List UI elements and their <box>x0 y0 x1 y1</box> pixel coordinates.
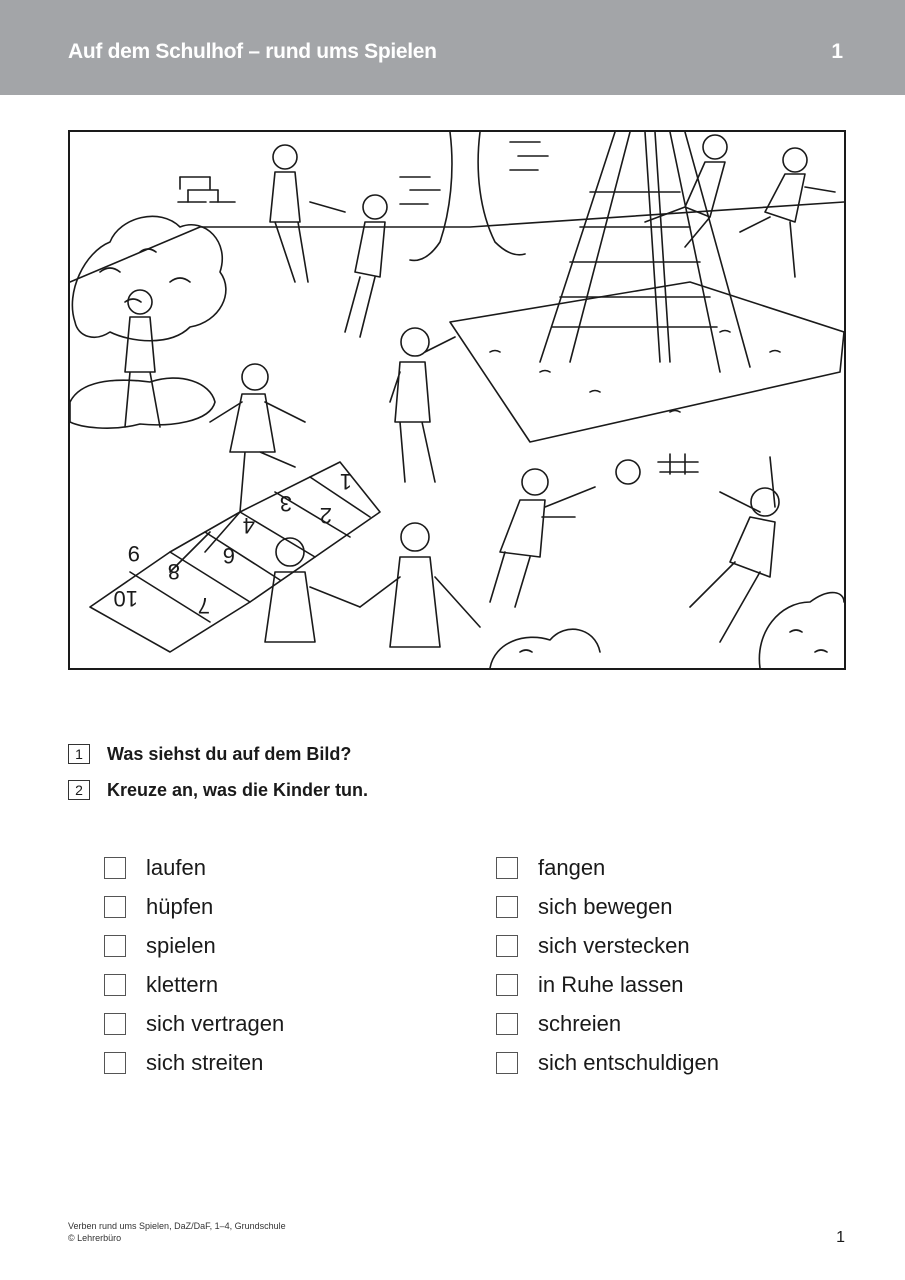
hopscotch-number: 7 <box>197 593 210 618</box>
bush-left <box>72 216 226 340</box>
option-label: klettern <box>146 972 219 997</box>
option-sich-entschuldigen[interactable] <box>496 1050 719 1076</box>
footer-copyright: © Lehrerbüro <box>68 1233 122 1243</box>
checkbox[interactable] <box>496 974 518 996</box>
option-sich-vertragen[interactable] <box>104 1011 284 1037</box>
task-2 <box>68 778 368 802</box>
brick-wall-left <box>178 177 235 202</box>
hopscotch-number: 1 <box>339 469 352 494</box>
option-label: laufen <box>146 855 206 880</box>
rock <box>70 378 215 428</box>
task-text: Was siehst du auf dem Bild? <box>107 743 352 764</box>
checkbox[interactable] <box>104 896 126 918</box>
child-climbing <box>645 135 727 247</box>
option-label: schreien <box>538 1011 622 1036</box>
page-header <box>0 0 905 95</box>
bush-bottom-right <box>490 593 844 668</box>
option-sich-streiten[interactable] <box>104 1050 263 1076</box>
checkbox[interactable] <box>496 1052 518 1074</box>
hopscotch-number: 2 <box>319 503 332 528</box>
task-1 <box>68 742 351 766</box>
page-title: Auf dem Schulhof – rund ums Spielen <box>68 40 437 63</box>
option-sich-bewegen[interactable] <box>496 894 673 920</box>
checkbox[interactable] <box>104 974 126 996</box>
option-label: in Ruhe lassen <box>538 972 684 997</box>
checkbox[interactable] <box>496 896 518 918</box>
child-catching-boy <box>690 457 779 642</box>
climbing-frame <box>540 132 750 372</box>
checkbox[interactable] <box>496 1013 518 1035</box>
wall-line <box>70 202 844 282</box>
task-number-box: 1 <box>68 744 90 764</box>
tree-trunk <box>410 132 525 260</box>
child-throwing-girl <box>490 469 595 607</box>
hopscotch-numbers <box>114 469 352 618</box>
children-holding-hands <box>265 523 480 647</box>
hopscotch-number: 4 <box>242 513 255 538</box>
checkbox[interactable] <box>496 935 518 957</box>
checkbox[interactable] <box>496 857 518 879</box>
option-label: sich streiten <box>146 1050 264 1075</box>
option-fangen[interactable] <box>496 855 605 881</box>
hopscotch-number: 3 <box>279 491 292 516</box>
option-spielen[interactable] <box>104 933 216 959</box>
hopscotch-number: 6 <box>222 543 235 568</box>
option-label: sich bewegen <box>538 894 673 919</box>
option-schreien[interactable] <box>496 1011 621 1037</box>
option-klettern[interactable] <box>104 972 218 998</box>
option-label: spielen <box>146 933 216 958</box>
option-label: sich entschuldigen <box>538 1050 720 1075</box>
option-label: sich verstecken <box>538 933 690 958</box>
ball <box>616 460 640 484</box>
checkbox[interactable] <box>104 1052 126 1074</box>
footer-source: Verben rund ums Spielen, DaZ/DaF, 1–4, Grundschule <box>68 1221 286 1231</box>
child-standing-boy <box>390 328 455 482</box>
children-arguing <box>270 145 387 337</box>
child-running-girl <box>740 148 835 277</box>
task-text: Kreuze an, was die Kinder tun. <box>107 779 369 800</box>
option-huepfen[interactable] <box>104 894 213 920</box>
schoolyard-illustration <box>68 130 846 670</box>
option-laufen[interactable] <box>104 855 206 881</box>
checkbox[interactable] <box>104 935 126 957</box>
worksheet-number: 1 <box>831 40 843 63</box>
hopscotch-number: 9 <box>127 541 140 566</box>
schoolyard-drawing <box>70 132 844 668</box>
sandbox <box>450 282 844 442</box>
brick-wall-right <box>400 142 548 204</box>
option-sich-verstecken[interactable] <box>496 933 690 959</box>
option-label: hüpfen <box>146 894 214 919</box>
checkbox[interactable] <box>104 1013 126 1035</box>
child-sitting-on-rock <box>125 290 160 427</box>
child-hopping <box>210 364 305 512</box>
option-label: fangen <box>538 855 606 880</box>
hopscotch-number: 8 <box>167 559 180 584</box>
checkbox[interactable] <box>104 857 126 879</box>
option-in-ruhe-lassen[interactable] <box>496 972 684 998</box>
task-number-box: 2 <box>68 780 90 800</box>
footer-page-number: 1 <box>836 1229 845 1246</box>
option-label: sich vertragen <box>146 1011 285 1036</box>
footer-credits <box>68 1220 286 1244</box>
hopscotch-number: 10 <box>113 586 138 611</box>
